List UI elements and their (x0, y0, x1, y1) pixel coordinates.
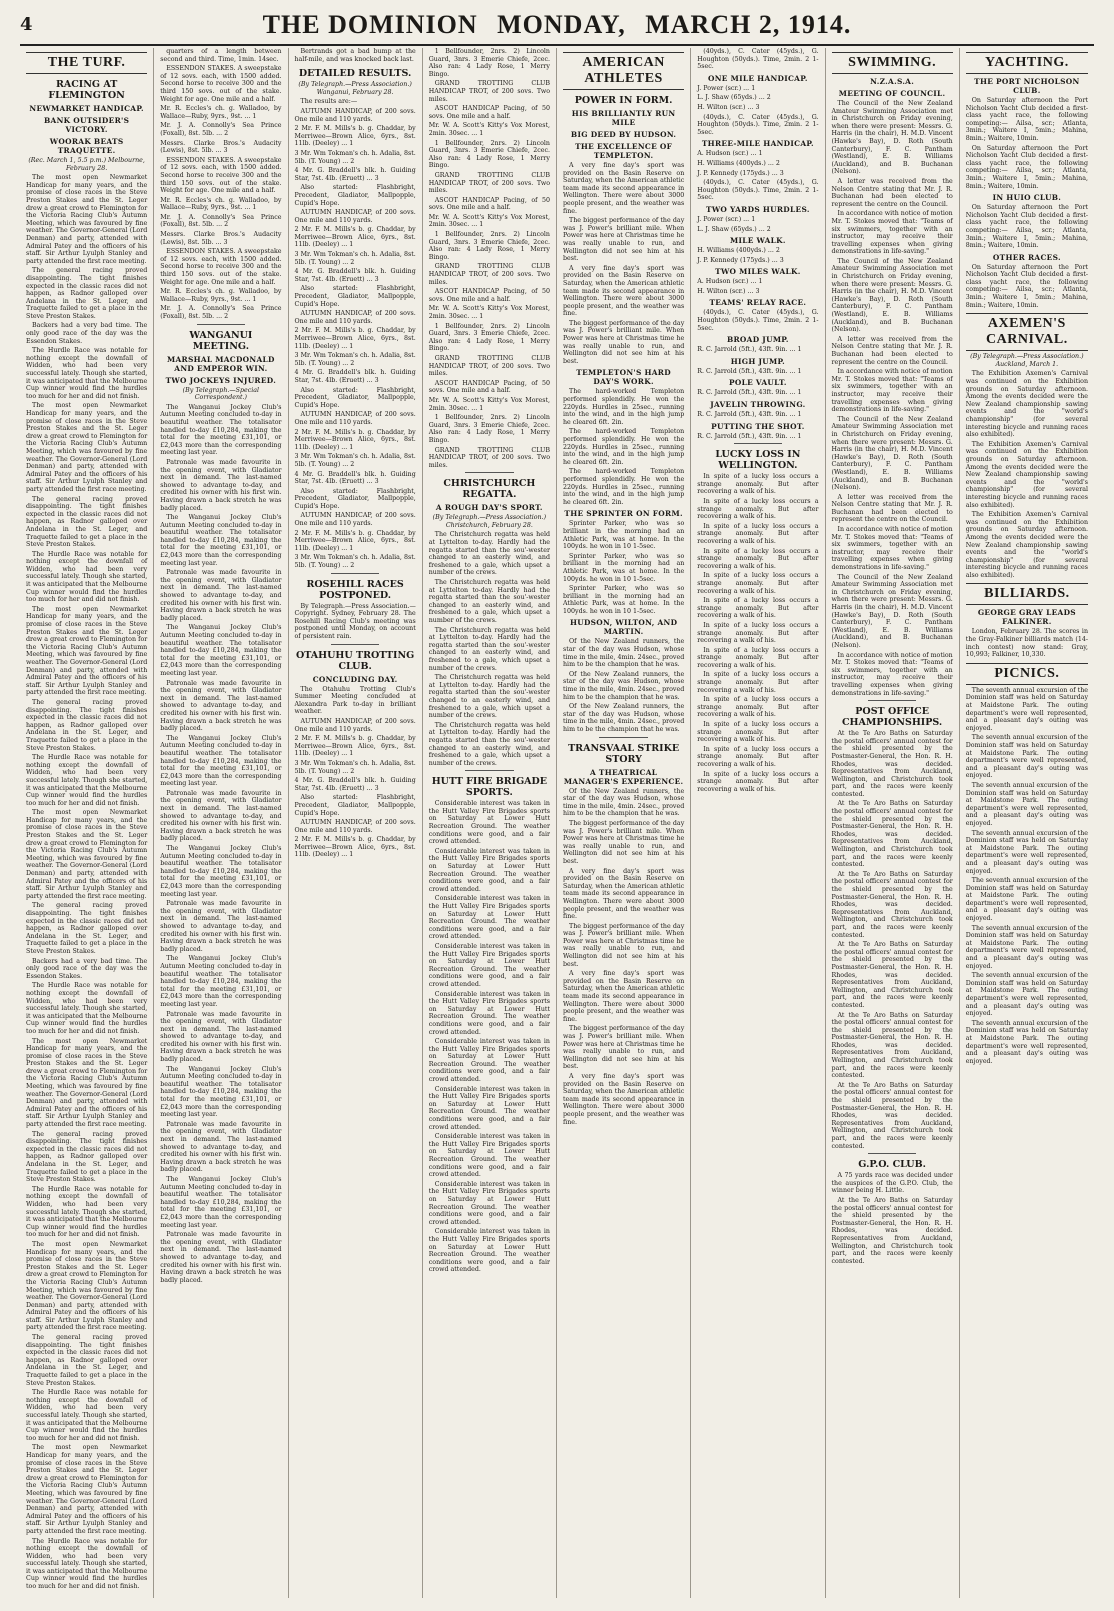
column-3 (289, 48, 423, 1598)
result-line: 3 Mr. Wm Tokman's ch. h. Adalia, 8st. 5lb. (T. Young) ... 2 (294, 554, 416, 570)
article-paragraph: Considerable interest was taken in the Hutt Valley Fire Brigades sports on Saturday at Lower Hutt Recreation Ground. The weather conditions were good, and a fair crowd attended. (428, 1085, 550, 1131)
article-paragraph: The biggest performance of the day was J. Power's brilliant mile. When Power was here at Christmas time he was really unable to run, and Wellington did not see him at his best. (563, 819, 685, 865)
newspaper-columns (20, 48, 1094, 1598)
article-paragraph: Considerable interest was taken in the Hutt Valley Fire Brigades sports on Saturday at Lower Hutt Recreation Ground. The weather conditions were good, and a fair crowd attended. (428, 1228, 550, 1274)
article-paragraph: The Hurdle Race was notable for nothing except the downfall of Widden, who had been very successful lately. Though she started, it was anticipated that the Melbourne Cup winner would find the hurdles too much for her and did not finish. (26, 550, 148, 604)
result-line: 2 Mr. F. M. Mills's b. g. Chaddar, by Merriwee—Brown Alice, 6yrs., 8st. 11lb. (Deeley) ... 1 (294, 327, 416, 350)
article-paragraph: 1 Bellfounder, 2nrs. 2) Lincoln Guard, 3nrs. 3 Emerie Chiefe, 2cec. Also ran: 4 Lady Rose, 1 Merry Bingo. (428, 48, 550, 78)
article-paragraph: Considerable interest was taken in the Hutt Valley Fire Brigades sports on Saturday at Lower Hutt Recreation Ground. The weather conditions were good, and a fair crowd attended. (428, 990, 550, 1036)
result-line: H. Wilton (scr.) ... 3 (697, 287, 760, 295)
article-paragraph: On Saturday afternoon the Port Nicholson Yacht Club decided a first-class yacht race, the following competing:— Ailsa, scr.; Atlanta, 3min.; Waitere I, 5min.; Mahina, 8min.; Waitere, 10min. (965, 263, 1088, 309)
result-line: R. C. Jarrold (5ft.), 43ft. 9in. ... 1 (697, 432, 802, 440)
article-paragraph: The Hurdle Race was notable for nothing except the downfall of Widden, who had been very successful lately. Though she started, it was anticipated that the Melbourne Cup winner would find the hurdles too much for her and did not finish. (26, 347, 148, 400)
subhead-sprinter: THE SPRINTER ON FORM. (564, 509, 683, 519)
article-paragraph: AUTUMN HANDICAP, of 200 sovs. One mile and 110 yards. (294, 717, 416, 733)
article-paragraph: In spite of a lucky loss occurs a strange anomaly. But after recovering a walk of his. (697, 572, 819, 595)
article-paragraph: At the Te Aro Baths on Saturday the postal officers' annual contest for the shield presented by the Postmaster-General, the Hon. R. H. Rhodes, was decided. Representatives from Auckland, Wellington, and Christchurch took part, and the races were keenly contested. (831, 800, 953, 869)
article-paragraph: In spite of a lucky loss occurs a strange anomaly. But after recovering a walk of his. (697, 696, 819, 719)
result-line: J. P. Kennedy (175yds.) ... 3 (697, 169, 784, 177)
article-paragraph: Also started: Flashbright, Precedent, Gladiator, Mallpopple, Cupid's Hope. (294, 285, 416, 308)
subhead-marshal: MARSHAL MACDONALD AND EMPEROR WIN. (167, 354, 275, 373)
column-8 (960, 48, 1094, 1598)
result-line: L. J. Shaw (65yds.) ... 2 (697, 225, 771, 233)
article-paragraph: The Wanganui Jockey Club's Autumn Meeting concluded to-day in beautiful weather. The totalisator handled to-day £10,284, making the total for the meeting £31,101, or £2,043 more than the corresponding meeting last year. (160, 1065, 282, 1119)
subhead-newmarket: NEWMARKET HANDICAP. (29, 104, 144, 113)
subhead-jockeys: TWO JOCKEYS INJURED. (165, 375, 277, 385)
result-line: L. J. Shaw (65yds.) ... 2 (697, 94, 771, 102)
article-paragraph: AUTUMN HANDICAP, of 200 sovs. One mile and 110 yards. (294, 411, 416, 426)
subhead-hudson: BIG DEED BY HUDSON. (570, 130, 677, 139)
article-paragraph: GRAND TROTTING CLUB HANDICAP TROT, of 200 sovs. Two miles. (428, 446, 550, 469)
article-paragraph: The Hurdle Race was notable for nothing except the downfall of Widden, who had been very successful lately. Though she started, it was anticipated that the Melbourne Cup winner would find the hurdles too much for her and did not finish. (26, 1389, 148, 1442)
article-paragraph: ASCOT HANDICAP Pacing, of 50 sovs. One mile and a half. (428, 196, 550, 212)
article-paragraph: The Wanganui Jockey Club's Autumn Meeting concluded to-day in beautiful weather. The totalisator handled to-day £10,284, making the total for the meeting £31,101, or £2,043 more than the corresponding meeting last year. (160, 624, 282, 677)
article-paragraph: ESSENDON STAKES. A sweepstake of 12 sovs. each, with 1500 added. Second horse to receive 300 and the third 150 sovs. out of the stake. Weight for age. One mile and a half. (160, 156, 282, 195)
article-paragraph: The most open Newmarket Handicap for many years, and the promise of close races in the Steve Preston Stakes and the St. Leger drew a great crowd to Flemington for the Victoria Racing Club's Autumn Meeting, which was favoured by fine weather. The Governor-General (Lord Denman) and party, attended with Admiral Patey and the officers of his staff. Sir Arthur Lyulph Stanley and party attended the first race meeting. (26, 174, 148, 265)
result-line: 2 Mr. F. M. Mills's b. g. Chaddar, by Merriwee—Brown Alice, 6yrs., 8st. 11lb. (Deeley) ... 1 (294, 428, 416, 451)
result-line: Mr. R. Eccles's ch. g. Walladoo, by Wallace—Ruby, 9yrs., 9st. ... 1 (160, 288, 282, 303)
headline-rosehill: ROSEHILL RACES POSTPONED. (306, 578, 404, 601)
article-paragraph: A letter was received from the Nelson Centre stating that Mr. J. R. Buchanan had been elected to represent the centre on the Council. (831, 493, 953, 524)
result-line: 4 Mr. G. Braddell's blk. h. Guiding Star, 7st. 4lb. (Eruett) ... 3 (294, 470, 416, 486)
article-paragraph: London, February 28. The scores in the Gray-Falkiner billiards match (14-inch contest) now stand: Gray, 10,993; Falkiner, 10,330. (965, 628, 1088, 659)
article-paragraph: Patronale was made favourite in the opening event, with Gladiator next in demand. The last-named showed to advantage to-day, and credited his owner with his first win. Having drawn a back stretch he was badly placed. (160, 1231, 282, 1284)
subhead-one-mile: ONE MILE HANDICAP. (708, 73, 808, 83)
result-line: 2 Mr. F. M. Mills's b. g. Chaddar, by Merriwee—Brown Alice, 6yrs., 8st. 11lb. (Deeley) ... 1 (294, 529, 416, 552)
divider (331, 573, 380, 574)
article-paragraph: The general racing proved disappointing. The tight finishes expected in the classic races did not happen, as Radnor galloped over Andelana in the St. Leger, and Traquette failed to get a place in the Steve Preston Stakes. (26, 698, 148, 752)
article-paragraph: The seventh annual excursion of the Dominion staff was held on Saturday at Maidstone Park. The outing department's were well represented, and a pleasant day's outing was enjoyed. (965, 877, 1088, 923)
dateline: (By Telegraph.—Press Association.) Wanganui, February 28. (298, 81, 412, 96)
article-paragraph: A 75 yards race was decided under the auspices of the G.P.O. Club, the winner being H. Little. (831, 1172, 953, 1195)
article-paragraph: The Exhibition Axemen's Carnival was continued on the Exhibition grounds on Saturday afternoon. Among the events decided were the New Zealand championship sawing events and the "world's championship" (for several interesting bicycle and running races also exhibited). (965, 511, 1088, 579)
article-paragraph: The Wanganui Jockey Club's Autumn Meeting concluded to-day in beautiful weather. The totalisator handled to-day £10,284, making the total for the meeting £31,101, or £2,043 more than the corresponding meeting last year. (160, 734, 282, 788)
article-paragraph: The Hurdle Race was notable for nothing except the downfall of Widden, who had been very successful lately. Though she started, it was anticipated that the Melbourne Cup winner would find the hurdles too much for her and did not finish. (26, 1185, 148, 1239)
result-line: Mr. R. Eccles's ch. g. Walladoo, by Wallace—Ruby, 9yrs., 9st. ... 1 (160, 196, 282, 212)
result-line: 3 Mr. Wm Tokman's ch. h. Adalia, 8st. 5lb. (T. Young) ... 2 (294, 453, 416, 468)
subhead-port-nicholson: THE PORT NICHOLSON CLUB. (974, 77, 1080, 95)
article-paragraph: A very fine day's sport was provided on the Basin Reserve on Saturday, when the American athletic team made its second appearance in Wellington. There were about 3000 people present, and the weather was fine. (563, 264, 685, 318)
result-line: J. P. Kennedy (175yds.) ... 3 (697, 256, 784, 264)
subhead-theatrical-manager: A THEATRICAL MANAGER'S EXPERIENCE. (563, 767, 684, 786)
article-paragraph: AUTUMN HANDICAP, of 200 sovs. One mile and 110 yards. (294, 512, 416, 528)
article-paragraph: Patronale was made favourite in the opening event, with Gladiator next in demand. The last-named showed to advantage to-day, and credited his owner with his first win. Having drawn a back stretch he was badly placed. (160, 789, 282, 843)
article-paragraph: Also started: Flashbright, Precedent, Gladiator, Mallpopple, Cupid's Hope. (294, 794, 416, 817)
article-paragraph: At the Te Aro Baths on Saturday the postal officers' annual contest for the shield presented by the Postmaster-General, the Hon. R. H. Rhodes, was decided. Representatives from Auckland, Wellington, and Christchurch took part, and the races were keenly contested. (831, 730, 953, 798)
article-paragraph: The Exhibition Axemen's Carnival was continued on the Exhibition grounds on Saturday afternoon. Among the events decided were the New Zealand championship sawing events and the "world's championship" (for several interesting bicycle and running races also exhibited). (965, 440, 1088, 509)
article-paragraph: The Christchurch regatta was held at Lyttelton to-day. Hardly had the regatta started than the sou'-wester changed to an easterly wind, and freshened to a gale, which upset a number of the crews. (428, 721, 550, 767)
subhead-relay: TEAMS' RELAY RACE. (709, 298, 807, 308)
subhead-mile-walk: MILE WALK. (729, 236, 786, 246)
result-line: Mr. W. A. Scott's Kitty's Vox Morest, 2min. 30sec. ... 1 (428, 122, 550, 137)
article-paragraph: Considerable interest was taken in the Hutt Valley Fire Brigades sports on Saturday at Lower Hutt Recreation Ground. The weather conditions were good, and a fair crowd attended. (428, 1133, 550, 1179)
article-paragraph: The Hurdle Race was notable for nothing except the downfall of Widden, who had been very successful lately. Though she started, it was anticipated that the Melbourne Cup winner would find the hurdles too much for her and did not finish. (26, 982, 148, 1035)
article-paragraph: In spite of a lucky loss occurs a strange anomaly. But after recovering a walk of his. (697, 646, 819, 669)
article-paragraph: In accordance with notice of motion Mr. T. Stokes moved that: "Teams of six swimmers, together with an instructor, may receive their travelling expenses when giving demonstrations in life-saving." (831, 651, 953, 697)
dateline: (By Telegraph.—Special Correspondent.) (182, 386, 260, 402)
article-paragraph: In spite of a lucky loss occurs a strange anomaly. But after recovering a walk of his. (697, 547, 819, 570)
result-line: Mr. R. Eccles's ch. g. Walladoo, by Wallace—Ruby, 9yrs., 9st. ... 1 (160, 105, 282, 120)
article-paragraph: The hard-worked Templeton performed splendidly. He won the 220yds. Hurdles in 25sec., running into the wind, and in the high jump he cleared 6ft. 2in. (563, 468, 685, 506)
column-4 (423, 48, 557, 1598)
article-paragraph: A very fine day's sport was provided on the Basin Reserve on Saturday, when the American athletic team made its second appearance in Wellington. There were about 3000 people present, and the weather was fine. (563, 970, 685, 1023)
subhead-other-races: OTHER RACES. (992, 252, 1061, 262)
result-line: 2 Mr. F. M. Mills's b. g. Chaddar, by Merriwee—Brown Alice, 6yrs., 8st. 11lb. (Deeley) ... 1 (294, 226, 416, 249)
article-paragraph: The biggest performance of the day was J. Power's brilliant mile. When Power was here at Christmas time he was really unable to run, and Wellington did not see him at his best. (563, 922, 685, 968)
result-line: R. C. Jarrold (5ft.), 43ft. 9in. ... 1 (697, 346, 802, 354)
article-paragraph: The seventh annual excursion of the Dominion staff was held on Saturday at Maidstone Park. The outing department's were well represented, and a pleasant day's outing was enjoyed. (965, 829, 1088, 875)
article-paragraph: (40yds.), C. Cater (45yds.), G. Houghton (50yds.). Time, 2min. 2 1-5sec. (697, 113, 819, 136)
subhead-hurdles: TWO YARDS HURDLES. (706, 204, 810, 214)
divider (868, 1153, 917, 1154)
headline-lucky-loss: LUCKY LOSS IN WELLINGTON. (715, 449, 801, 472)
article-paragraph: The hard-worked Templeton performed splendidly. He won the 220yds. Hurdles in 25sec., running into the wind, and in the high jump he cleared 6ft. 2in. (563, 428, 685, 466)
article-paragraph: Backers had a very bad time. The only good race of the day was the Essendon Stakes. (26, 957, 148, 980)
article-paragraph: Considerable interest was taken in the Hutt Valley Fire Brigades sports on Saturday at Lower Hutt Recreation Ground. The weather conditions were good, and a fair crowd attended. (428, 942, 550, 988)
article-paragraph: The general racing proved disappointing. The tight finishes expected in the classic races did not happen, as Radnor galloped over Andelana in the St. Leger, and Traquette failed to get a place in the Steve Preston Stakes. (26, 1130, 148, 1184)
section-heading-turf: THE TURF. (26, 52, 147, 74)
article-paragraph: In spite of a lucky loss occurs a strange anomaly. But after recovering a walk of his. (697, 597, 819, 620)
article-paragraph: The Christchurch regatta was held at Lyttelton to-day. Hardly had the regatta started than the sou'-wester changed to an easterly wind, and freshened to a gale, which upset a number of the crews. (428, 579, 550, 624)
section-heading-yachting: YACHTING. (966, 52, 1088, 74)
article-paragraph: (40yds.), C. Cater (45yds.), G. Houghton (50yds.). Time, 2min. 2 1-5sec. (697, 179, 819, 202)
article-paragraph: In accordance with notice of motion Mr. T. Stokes moved that: "Teams of six swimmers, together with an instructor, may receive their travelling expenses when giving demonstrations in life-saving." (831, 526, 953, 572)
article-paragraph: In spite of a lucky loss occurs a strange anomaly. But after recovering a walk of his. (697, 522, 819, 545)
article-paragraph: At the Te Aro Baths on Saturday the postal officers' annual contest for the shield presented by the Postmaster-General, the Hon. R. H. Rhodes, was decided. Representatives from Auckland, Wellington, and Christchurch took part, and the races were keenly contested. (831, 1196, 953, 1265)
result-line: Messrs. Clarke Bros.'s Audacity (Lewis), 8st. 5lb. ... 3 (160, 139, 282, 155)
article-paragraph: On Saturday afternoon the Port Nicholson Yacht Club decided a first-class yacht race, the following competing:— Ailsa, scr.; Atlanta, 3min.; Waitere I, 5min.; Mahina, 8min.; Waitere, 10min. (965, 97, 1088, 142)
divider (331, 644, 380, 645)
article-paragraph: The biggest performance of the day was J. Power's brilliant mile. When Power was here at Christmas time he was really unable to run, and Wellington did not see him at his best. (563, 217, 685, 263)
article-paragraph: (40yds.), C. Cater (45yds.), G. Houghton (50yds.). Time, 2min. 2 1-5sec. (697, 309, 819, 332)
article-paragraph: 1 Bellfounder, 2nrs. 2) Lincoln Guard, 3nrs. 3 Emerie Chiefe, 2cec. Also ran: 4 Lady Rose, 1 Merry Bingo. (428, 139, 550, 170)
article-paragraph: At the Te Aro Baths on Saturday the postal officers' annual contest for the shield presented by the Postmaster-General, the Hon. R. H. Rhodes, was decided. Representatives from Auckland, Wellington, and Christchurch took part, and the races were keenly contested. (831, 941, 953, 1009)
article-paragraph: Also started: Flashbright, Precedent, Gladiator, Mallpopple, Cupid's Hope. (294, 386, 416, 409)
result-line: 3 Mr. Wm Tokman's ch. h. Adalia, 8st. 5lb. (T. Young) ... 2 (294, 352, 416, 367)
article-paragraph: 1 Bellfounder, 2nrs. 2) Lincoln Guard, 3nrs. 3 Emerie Chiefe, 2cec. Also ran: 4 Lady Rose, 1 Merry Bingo. (428, 322, 550, 353)
result-line: Mr. W. A. Scott's Kitty's Vox Morest, 2min. 30sec. ... 1 (428, 213, 550, 229)
result-line: 3 Mr. Wm Tokman's ch. h. Adalia, 8st. 5lb. (T. Young) ... 2 (294, 149, 416, 165)
article-paragraph: Sprinter Parker, who was so brilliant in the morning had an Athletic Park, was at home. In the 100yds. he won in 10 1-5sec. (563, 520, 685, 551)
article-paragraph: The Christchurch regatta was held at Lyttelton to-day. Hardly had the regatta started than the sou'-wester changed to an easterly wind, and freshened to a gale, which upset a number of the crews. (428, 531, 550, 577)
article-paragraph: Also started: Flashbright, Precedent, Gladiator, Mallpopple, Cupid's Hope. (294, 487, 416, 510)
article-paragraph: The Christchurch regatta was held at Lyttelton to-day. Hardly had the regatta started than the sou'-wester changed to an easterly wind, and freshened to a gale, which upset a number of the crews. (428, 674, 550, 720)
article-paragraph: (40yds.), C. Cater (45yds.), G. Houghton (50yds.). Time, 2min. 2 1-5sec. (697, 48, 819, 71)
article-paragraph: Considerable interest was taken in the Hutt Valley Fire Brigades sports on Saturday at Lower Hutt Recreation Ground. The weather conditions were good, and a fair crowd attended. (428, 1180, 550, 1226)
result-line: A. Hudson (scr.) ... 1 (697, 278, 763, 286)
article-paragraph: Of the New Zealand runners, the star of the day was Hudson, whose time in the mile, 4min. 24sec., proved him to be the champion that he was. (563, 638, 685, 669)
article-paragraph: Considerable interest was taken in the Hutt Valley Fire Brigades sports on Saturday at Lower Hutt Recreation Ground. The weather conditions were good, and a fair crowd attended. (428, 847, 550, 893)
article-paragraph: Sprinter Parker, who was so brilliant in the morning had an Athletic Park, was at home. In the 100yds. he won in 10 1-5sec. (563, 552, 685, 583)
article-paragraph: The most open Newmarket Handicap for many years, and the promise of close races in the Steve Preston Stakes and the St. Leger drew a great crowd to Flemington for the Victoria Racing Club's Autumn Meeting, which was favoured by fine weather. The Governor-General (Lord Denman) and party, attended with Admiral Patey and the officers of his staff. Sir Arthur Lyulph Stanley and party attended the first race meeting. (26, 1240, 148, 1332)
result-line: J. Power (scr.) ... 1 (697, 84, 756, 92)
result-line: 2 Mr. F. M. Mills's b. g. Chaddar, by Merriwee—Brown Alice, 6yrs., 8st. 11lb. (Deeley) ... 1 (294, 125, 416, 148)
article-paragraph: 1 Bellfounder, 2nrs. 2) Lincoln Guard, 3nrs. 3 Emerie Chiefe, 2cec. Also ran: 4 Lady Rose, 1 Merry Bingo. (428, 231, 550, 261)
subhead-nzasa: N.Z.A.S.A. (870, 77, 915, 86)
article-paragraph: Patronale was made favourite in the opening event, with Gladiator next in demand. The last-named showed to advantage to-day, and credited his owner with his first win. Having drawn a back stretch he was badly placed. (160, 679, 282, 733)
article-paragraph: ASCOT HANDICAP Pacing, of 50 sovs. One mile and a half. (428, 379, 550, 395)
article-paragraph: In spite of a lucky loss occurs a strange anomaly. But after recovering a walk of his. (697, 770, 819, 793)
result-line: H. Williams (400yds.) ... 2 (697, 247, 780, 255)
article-paragraph: A letter was received from the Nelson Centre stating that Mr. J. R. Buchanan had been elected to represent the centre on the Council. (831, 177, 953, 208)
article-paragraph: The most open Newmarket Handicap for many years, and the promise of close races in the Steve Preston Stakes and the St. Leger drew a great crowd to Flemington for the Victoria Racing Club's Autumn Meeting, which was favoured by fine weather. The Governor-General (Lord Denman) and party, attended with Admiral Patey and the officers of his staff. Sir Arthur Lyulph Stanley and party attended the first race meeting. (26, 402, 148, 493)
article-paragraph: In accordance with notice of motion Mr. T. Stokes moved that: "Teams of six swimmers, together with an instructor, may receive their travelling expenses when giving demonstrations in life-saving." (831, 368, 953, 414)
column-5 (557, 48, 691, 1598)
subhead-shot-put: PUTTING THE SHOT. (711, 421, 805, 431)
masthead-title (20, 10, 1094, 40)
result-line: 2 Mr. F. M. Mills's b. g. Chaddar, by Merriwee—Brown Alice, 6yrs., 8st. 11lb. (Deeley) ... 1 (294, 836, 416, 859)
result-line: A. Hudson (scr.) ... 1 (697, 150, 763, 158)
article-paragraph: Bertrands got a bad bump at the half-mile, and was knocked back last. (294, 48, 416, 63)
article-paragraph: In spite of a lucky loss occurs a strange anomaly. But after recovering a walk of his. (697, 721, 819, 744)
article-paragraph: The Council of the New Zealand Amateur Swimming Association met in Christchurch on Friday evening, when there were present: Messrs. G. Harris (in the chair), H. M.D. Vincent (Hawke's Bay), D. Roth (South Canterbury), F. C. Pantham (Westland), E. B. Williams (Auckland), and B. Buchanan (Nelson). (831, 100, 953, 176)
result-line: 4 Mr. G. Braddell's blk. h. Guiding Star, 7st. 4lb. (Eruett) ... 3 (294, 777, 416, 792)
divider (465, 770, 514, 771)
headline-christchurch-regatta: CHRISTCHURCH REGATTA. (443, 478, 536, 501)
divider (465, 472, 514, 473)
subhead-rough-day: A ROUGH DAY'S SPORT. (435, 503, 543, 513)
result-line: R. C. Jarrold (5ft.), 43ft. 9in. ... 1 (697, 367, 802, 375)
result-line: 4 Mr. G. Braddell's blk. h. Guiding Star, 7st. 4lb. (Eruett) ... 3 (294, 369, 416, 384)
article-paragraph: The Council of the New Zealand Amateur Swimming Association met in Christchurch on Friday evening, when there were present: Messrs. G. Harris (in the chair), H. M.D. Vincent (Hawke's Bay), D. Roth (South Canterbury), F. C. Pantham (Westland), E. B. Williams (Auckland), and B. Buchanan (Nelson). (831, 573, 953, 649)
article-paragraph: The Wanganui Jockey Club's Autumn Meeting concluded to-day in beautiful weather. The totalisator handled to-day £10,284, making the total for the meeting £31,101, or £2,043 more than the corresponding meeting last year. (160, 955, 282, 1008)
article-paragraph: The biggest performance of the day was J. Power's brilliant mile. When Power was here at Christmas time he was really unable to run, and Wellington did not see him at his best. (563, 1025, 685, 1071)
article-paragraph: ESSENDON STAKES. A sweepstake of 12 sovs. each, with 1500 added. Second horse to receive 300 and the third 150 sovs. out of the stake. Weight for age. One mile and a half. (160, 65, 282, 103)
article-paragraph: In spite of a lucky loss occurs a strange anomaly. But after recovering a walk of his. (697, 745, 819, 768)
article-paragraph: AUTUMN HANDICAP, of 200 sovs. One mile and 110 yards. (294, 310, 416, 325)
page-number: 4 (20, 14, 33, 35)
headline-wanganui: WANGANUI MEETING. (189, 329, 253, 352)
result-line: R. C. Jarrold (5ft.), 43ft. 9in. ... 1 (697, 389, 802, 397)
article-paragraph: GRAND TROTTING CLUB HANDICAP TROT, of 200 sovs. Two miles. (428, 171, 550, 195)
article-paragraph: The most open Newmarket Handicap for many years, and the promise of close races in the Steve Preston Stakes and the St. Leger drew a great crowd to Flemington for the Victoria Racing Club's Autumn Meeting, which was favoured by fine weather. The Governor-General (Lord Denman) and party, attended with Admiral Patey and the officers of his staff. Sir Arthur Lyulph Stanley and party attended the first race meeting. (26, 1037, 148, 1129)
article-paragraph: ESSENDON STAKES. A sweepstake of 12 sovs. each, with 1500 added. Second horse to receive 300 and the third 150 sovs. out of the stake. Weight for age. One mile and a half. (160, 248, 282, 286)
section-heading-axemen: AXEMEN'S CARNIVAL. (966, 313, 1088, 351)
article-paragraph: The most open Newmarket Handicap for many years, and the promise of close races in the Steve Preston Stakes and the St. Leger drew a great crowd to Flemington for the Victoria Racing Club's Autumn Meeting, which was favoured by fine weather. The Governor-General (Lord Denman) and party, attended with Admiral Patey and the officers of his staff. Sir Arthur Lyulph Stanley and party attended the first race meeting. (26, 809, 148, 900)
dateline: (By Telegraph.—Press Association.) Christchurch, February 28. (432, 514, 547, 529)
headline-flemington: RACING AT FLEMINGTON (48, 79, 125, 101)
headline-post-office: POST OFFICE CHAMPIONSHIPS. (842, 706, 943, 729)
article-paragraph: The Otahuhu Trotting Club's Summer Meeting concluded at Alexandra Park to-day in brilliant weather. (294, 685, 416, 716)
result-line: J. Power (scr.) ... 1 (697, 215, 756, 223)
article-paragraph: In accordance with notice of motion Mr. T. Stokes moved that: "Teams of six swimmers, together with an instructor, may receive their travelling expenses when giving demonstrations in life-saving." (831, 210, 953, 256)
divider (197, 324, 246, 325)
article-paragraph: At the Te Aro Baths on Saturday the postal officers' annual contest for the shield presented by the Postmaster-General, the Hon. R. H. Rhodes, was decided. Representatives from Auckland, Wellington, and Christchurch took part, and the races were keenly contested. (831, 870, 953, 939)
section-heading-swimming: SWIMMING. (832, 52, 953, 74)
subhead-woorak: WOORAK BEATS TRAQUETTE. (49, 137, 124, 155)
headline-detailed-results: DETAILED RESULTS. (298, 68, 412, 80)
subhead-two-miles-walk: TWO MILES WALK. (715, 267, 801, 277)
article-paragraph: GRAND TROTTING CLUB HANDICAP TROT, of 200 sovs. Two miles. (428, 80, 550, 103)
result-line: Mr. J. A. Connolly's Sea Prince (Foxall), 8st. 5lb. ... 2 (160, 213, 282, 229)
article-paragraph: On Saturday afternoon the Port Nicholson Yacht Club decided a first-class yacht race, the following competing:— Ailsa, scr.; Atlanta, 3min.; Waitere I, 5min.; Mahina, 8min.; Waitere, 10min. (965, 204, 1088, 250)
article-paragraph: AUTUMN HANDICAP, of 200 sovs. One mile and 110 yards. (294, 819, 416, 834)
article-paragraph: The seventh annual excursion of the Dominion staff was held on Saturday at Maidstone Park. The outing department's were well represented, and a pleasant day's outing was enjoyed. (965, 686, 1088, 732)
article-paragraph: The Exhibition Axemen's Carnival was continued on the Exhibition grounds on Saturday afternoon. Among the events decided were the New Zealand championship sawing events and the "world's championship" (for several interesting bicycle and running races also exhibited). (965, 370, 1088, 439)
article-paragraph: ASCOT HANDICAP Pacing, of 50 sovs. One mile and a half. (428, 105, 550, 120)
article-paragraph: The results are:— (300, 98, 358, 106)
section-heading-picnics: PICNICS. (966, 663, 1088, 685)
article-paragraph: The seventh annual excursion of the Dominion staff was held on Saturday at Maidstone Park. The outing department's were well represented, and a pleasant day's outing was enjoyed. (965, 734, 1088, 780)
headline-gpo-club: G.P.O. CLUB. (858, 1159, 926, 1171)
article-paragraph: The Christchurch regatta was held at Lyttelton to-day. Hardly had the regatta started than the sou'-wester changed to an easterly wind, and freshened to a gale, which upset a number of the crews. (428, 626, 550, 672)
article-paragraph: The general racing proved disappointing. The tight finishes expected in the classic races did not happen, as Radnor galloped over Andelana in the St. Leger, and Traquette failed to get a place in the Steve Preston Stakes. (26, 902, 148, 955)
article-paragraph: ASCOT HANDICAP Pacing, of 50 sovs. One mile and a half. (428, 288, 550, 303)
result-line: Mr. W. A. Scott's Kitty's Vox Morest, 2min. 30sec. ... 1 (428, 305, 550, 320)
subhead-high-jump: HIGH JUMP. (730, 356, 786, 366)
article-paragraph: The Hurdle Race was notable for nothing except the downfall of Widden, who had been very successful lately. Though she started, it was anticipated that the Melbourne Cup winner would find the hurdles too much for her and did not finish. (26, 754, 148, 807)
article-paragraph: Of the New Zealand runners, the star of the day was Hudson, whose time in the mile, 4min. 24sec., proved him to be the champion that he was. (563, 670, 685, 701)
article-paragraph: Patronale was made favourite in the opening event, with Gladiator next in demand. The last-named showed to advantage to-day, and credited his owner with his first win. Having drawn a back stretch he was badly placed. (160, 1010, 282, 1064)
article-paragraph: The Wanganui Jockey Club's Autumn Meeting concluded to-day in beautiful weather. The totalisator handled to-day £10,284, making the total for the meeting £31,101, or £2,043 more than the corresponding meeting last year. (160, 845, 282, 898)
headline-power-form: POWER IN FORM. (574, 95, 673, 106)
subhead-templeton-work: TEMPLETON'S HARD DAY'S WORK. (576, 368, 671, 387)
result-line: 4 Mr. G. Braddell's blk. h. Guiding Star, 7st. 4lb. (Eruett) ... 3 (294, 268, 416, 283)
article-paragraph: Patronale was made favourite in the opening event, with Gladiator next in demand. The last-named showed to advantage to-day, and credited his owner with his first win. Having drawn a back stretch he was badly placed. (160, 1120, 282, 1174)
result-line: H. Williams (400yds.) ... 2 (697, 159, 780, 167)
subhead-brilliant-mile: HIS BRILLIANTLY RUN MILE (571, 109, 676, 127)
article-paragraph: The biggest performance of the day was J. Power's brilliant mile. When Power was here at Christmas time he was really unable to run, and Wellington did not see him at his best. (563, 319, 685, 365)
article-paragraph: The seventh annual excursion of the Dominion staff was held on Saturday at Maidstone Park. The outing department's were well represented, and a pleasant day's outing was enjoyed. (965, 924, 1088, 970)
headline-otahuhu: OTAHUHU TROTTING CLUB. (295, 649, 415, 672)
article-paragraph: A very fine day's sport was provided on the Basin Reserve on Saturday, when the American athletic team made its second appearance in Wellington. There were about 3000 people present, and the weather was fine. (563, 867, 685, 921)
article-paragraph: The general racing proved disappointing. The tight finishes expected in the classic races did not happen, as Radnor galloped over Andelana in the St. Leger, and Traquette failed to get a place in the Steve Preston Stakes. (26, 1334, 148, 1387)
article-paragraph: Backers had a very bad time. The only good race of the day was the Essendon Stakes. (26, 322, 148, 345)
article-paragraph: Considerable interest was taken in the Hutt Valley Fire Brigades sports on Saturday at Lower Hutt Recreation Ground. The weather conditions were good, and a fair crowd attended. (428, 1038, 550, 1084)
article-paragraph: The seventh annual excursion of the Dominion staff was held on Saturday at Maidstone Park. The outing department's were well represented, and a pleasant day's outing was enjoyed. (965, 972, 1088, 1018)
headline-hutt-fire-brigade: HUTT FIRE BRIGADE SPORTS. (431, 776, 548, 799)
article-paragraph: Of the New Zealand runners, the star of the day was Hudson, whose time in the mile, 4min. 24sec., proved him to be the champion that he was. (563, 787, 685, 818)
article-paragraph: In spite of a lucky loss occurs a strange anomaly. But after recovering a walk of his. (697, 498, 819, 521)
article-paragraph: The Wanganui Jockey Club's Autumn Meeting concluded to-day in beautiful weather. The totalisator handled to-day £10,284, making the total for the meeting £31,101, or £2,043 more than the corresponding meeting last year. (160, 1175, 282, 1229)
article-paragraph: Sprinter Parker, who was so brilliant in the morning had an Athletic Park, was at home. In the 100yds. he won in 10 1-5sec. (563, 585, 685, 615)
divider (599, 737, 648, 738)
dateline: (Rec. March 1, 5.5 p.m.) Melbourne, February 28. (28, 157, 145, 172)
masthead-date: MARCH 2, 1914. (645, 10, 852, 39)
subhead-templeton: THE EXCELLENCE OF TEMPLETON. (575, 142, 673, 160)
article-paragraph: The Council of the New Zealand Amateur Swimming Association met in Christchurch on Friday evening, when there were present: Messrs. G. Harris (in the chair), H. M.D. Vincent (Hawke's Bay), D. Roth (South Canterbury), F. C. Pantham (Westland), E. B. Williams (Auckland), and B. Buchanan (Nelson). (831, 257, 953, 334)
article-paragraph: AUTUMN HANDICAP, of 200 sovs. One mile and 110 yards. (294, 209, 416, 224)
dateline: (By Telegraph.—Press Association.) Auckland, March 1. (970, 353, 1084, 368)
article-paragraph: 1 Bellfounder, 2nrs. 2) Lincoln Guard, 3nrs. 3 Emerie Chiefe, 2cec. Also ran: 4 Lady Rose, 1 Merry Bingo. (428, 414, 550, 444)
article-paragraph: The general racing proved disappointing. The tight finishes expected in the classic races did not happen, as Radnor galloped over Andelana in the St. Leger, and Traquette failed to get a place in the Steve Preston Stakes. (26, 495, 148, 549)
column-1 (20, 48, 154, 1598)
article-paragraph: The seventh annual excursion of the Dominion staff was held on Saturday at Maidstone Park. The outing department's were well represented, and a pleasant day's outing was enjoyed. (965, 1019, 1088, 1065)
result-line: Mr. W. A. Scott's Kitty's Vox Morest, 2min. 30sec. ... 1 (428, 396, 550, 412)
article-paragraph: The most open Newmarket Handicap for many years, and the promise of close races in the Steve Preston Stakes and the St. Leger drew a great crowd to Flemington for the Victoria Racing Club's Autumn Meeting, which was favoured by fine weather. The Governor-General (Lord Denman) and party, attended with Admiral Patey and the officers of his staff. Sir Arthur Lyulph Stanley and party attended the first race meeting. (26, 605, 148, 697)
article-paragraph: GRAND TROTTING CLUB HANDICAP TROT, of 200 sovs. Two miles. (428, 263, 550, 286)
subhead-bank-outsider: BANK OUTSIDER'S VICTORY. (44, 116, 130, 134)
subhead-concluding-day: CONCLUDING DAY. (312, 674, 398, 684)
result-line: 3 Mr. Wm Tokman's ch. h. Adalia, 8st. 5lb. (T. Young) ... 2 (294, 251, 416, 266)
article-paragraph: The general racing proved disappointing. The tight finishes expected in the classic races did not happen, as Radnor galloped over Andelana in the St. Leger, and Traquette failed to get a place in the Steve Preston Stakes. (26, 267, 148, 320)
subhead-meeting-council: MEETING OF COUNCIL. (838, 89, 946, 98)
article-paragraph: Considerable interest was taken in the Hutt Valley Fire Brigades sports on Saturday at Lower Hutt Recreation Ground. The weather conditions were good, and a fair crowd attended. (428, 895, 550, 941)
article-paragraph: In spite of a lucky loss occurs a strange anomaly. But after recovering a walk of his. (697, 671, 819, 694)
article-paragraph: The Wanganui Jockey Club's Autumn Meeting concluded to-day in beautiful weather. The totalisator handled to-day £10,284, making the total for the meeting £31,101, or £2,043 more than the corresponding meeting last year. (160, 514, 282, 567)
subhead-huio-club: IN HUIO CLUB. (992, 193, 1062, 203)
divider (868, 700, 917, 701)
column-7 (826, 48, 960, 1598)
subhead-pole-vault: POLE VAULT. (729, 378, 787, 388)
article-paragraph: The Council of the New Zealand Amateur Swimming Association met in Christchurch on Friday evening, when there were present: Messrs. G. Harris (in the chair), H. M.D. Vincent (Hawke's Bay), D. Roth (South Canterbury), F. C. Pantham (Westland), E. B. Williams (Auckland), and B. Buchanan (Nelson). (831, 415, 953, 492)
article-paragraph: The Wanganui Jockey Club's Autumn Meeting concluded to-day in beautiful weather. The totalisator handled to-day £10,284, making the total for the meeting £31,101, or £2,043 more than the corresponding meeting last year. (160, 403, 282, 457)
result-line: R. C. Jarrold (5ft.), 43ft. 9in. ... 1 (697, 411, 802, 419)
article-paragraph: A very fine day's sport was provided on the Basin Reserve on Saturday, when the American athletic team made its second appearance in Wellington. There were about 3000 people present, and the weather was fine. (563, 162, 685, 215)
masthead (20, 8, 1094, 46)
section-heading-athletes: AMERICAN ATHLETES (563, 52, 684, 90)
subhead-hudson-wilton-martin: HUDSON, WILTON, AND MARTIN. (569, 618, 678, 637)
masthead-paper: THE DOMINION (262, 10, 478, 39)
article-paragraph: In spite of a lucky loss occurs a strange anomaly. But after recovering a walk of his. (697, 621, 819, 645)
headline-transvaal-strike: TRANSVAAL STRIKE STORY (568, 742, 680, 765)
article-paragraph: The hard-worked Templeton performed splendidly. He won the 220yds. Hurdles in 25sec., running into the wind, and in the high jump he cleared 6ft. 2in. (563, 388, 685, 426)
article-paragraph: At the Te Aro Baths on Saturday the postal officers' annual contest for the shield presented by the Postmaster-General, the Hon. R. H. Rhodes, was decided. Representatives from Auckland, Wellington, and Christchurch took part, and the races were keenly contested. (831, 1081, 953, 1150)
article-paragraph: GRAND TROTTING CLUB HANDICAP TROT, of 200 sovs. Two miles. (428, 354, 550, 378)
section-heading-billiards: BILLIARDS. (966, 583, 1088, 605)
article-paragraph: A very fine day's sport was provided on the Basin Reserve on Saturday, when the American athletic team made its second appearance in Wellington. There were about 3000 people present, and the weather was fine. (563, 1072, 685, 1126)
article-paragraph: Patronale was made favourite in the opening event, with Gladiator next in demand. The last-named showed to advantage to-day, and credited his owner with his first win. Having drawn a back stretch he was badly placed. (160, 458, 282, 512)
result-line: Messrs. Clarke Bros.'s Audacity (Lewis), 8st. 5lb. ... 3 (160, 231, 282, 246)
result-line: Mr. J. A. Connolly's Sea Prince (Foxall), 8st. 5lb. ... 2 (160, 122, 282, 137)
subhead-three-mile: THREE-MILE HANDICAP. (701, 139, 814, 149)
article-paragraph: A letter was received from the Nelson Centre stating that Mr. J. R. Buchanan had been elected to represent the centre on the Council. (831, 335, 953, 366)
result-line: 4 Mr. G. Braddell's blk. h. Guiding Star, 7st. 4lb. (Eruett) ... 3 (294, 167, 416, 182)
article-paragraph: quarters of a length between second and third. Time, 1min. 14sec. (160, 48, 282, 63)
divider (734, 443, 783, 444)
article-paragraph: The Hurdle Race was notable for nothing except the downfall of Widden, who had been very successful lately. Though she started, it was anticipated that the Melbourne Cup winner would find the hurdles too much for her and did not finish. (26, 1537, 148, 1591)
article-paragraph: The most open Newmarket Handicap for many years, and the promise of close races in the Steve Preston Stakes and the St. Leger drew a great crowd to Flemington for the Victoria Racing Club's Autumn Meeting, which was favoured by fine weather. The Governor-General (Lord Denman) and party, attended with Admiral Patey and the officers of his staff. Sir Arthur Lyulph Stanley and party attended the first race meeting. (26, 1444, 148, 1535)
article-paragraph: By Telegraph.—Press Association.—Copyright. Sydney, February 28. The Rosehill Racing Club's meeting was postponed until Monday, on account of persistent rain. (294, 602, 416, 640)
result-line: Mr. J. A. Connolly's Sea Prince (Foxall), 8st. 5lb. ... 2 (160, 305, 282, 320)
article-paragraph: The seventh annual excursion of the Dominion staff was held on Saturday at Maidstone Park. The outing department's were well represented, and a pleasant day's outing was enjoyed. (965, 781, 1088, 827)
column-6 (691, 48, 825, 1598)
subhead-broad-jump: BROAD JUMP. (726, 335, 789, 345)
subhead-gray-falkiner: GEORGE GRAY LEADS FALKINER. (977, 608, 1076, 627)
article-paragraph: AUTUMN HANDICAP, of 200 sovs. One mile and 110 yards. (294, 107, 416, 123)
article-paragraph: In spite of a lucky loss occurs a strange anomaly. But after recovering a walk of his. (697, 473, 819, 496)
article-paragraph: On Saturday afternoon the Port Nicholson Yacht Club decided a first-class yacht race, the following competing:— Ailsa, scr.; Atlanta, 3min.; Waitere I, 5min.; Mahina, 8min.; Waitere, 10min. (965, 144, 1088, 190)
article-paragraph: Patronale was made favourite in the opening event, with Gladiator next in demand. The last-named showed to advantage to-day, and credited his owner with his first win. Having drawn a back stretch he was badly placed. (160, 900, 282, 953)
article-paragraph: Also started: Flashbright, Precedent, Gladiator, Mallpopple, Cupid's Hope. (294, 184, 416, 207)
masthead-day: MONDAY, (497, 10, 626, 39)
article-paragraph: Considerable interest was taken in the Hutt Valley Fire Brigades sports on Saturday at Lower Hutt Recreation Ground. The weather conditions were good, and a fair crowd attended. (428, 800, 550, 846)
result-line: H. Wilton (scr.) ... 3 (697, 103, 760, 111)
subhead-javelin: JAVELIN THROWING. (710, 400, 806, 410)
result-line: 3 Mr. Wm Tokman's ch. h. Adalia, 8st. 5lb. (T. Young) ... 2 (294, 759, 416, 775)
article-paragraph: Of the New Zealand runners, the star of the day was Hudson, whose time in the mile, 4min. 24sec., proved him to be the champion that he was. (563, 703, 685, 733)
result-line: 2 Mr. F. M. Mills's b. g. Chaddar, by Merriwee—Brown Alice, 6yrs., 8st. 11lb. (Deeley) ... 1 (294, 735, 416, 758)
column-2 (154, 48, 288, 1598)
article-paragraph: Patronale was made favourite in the opening event, with Gladiator next in demand. The last-named showed to advantage to-day, and credited his owner with his first win. Having drawn a back stretch he was badly placed. (160, 569, 282, 622)
article-paragraph: At the Te Aro Baths on Saturday the postal officers' annual contest for the shield presented by the Postmaster-General, the Hon. R. H. Rhodes, was decided. Representatives from Auckland, Wellington, and Christchurch took part, and the races were keenly contested. (831, 1011, 953, 1080)
